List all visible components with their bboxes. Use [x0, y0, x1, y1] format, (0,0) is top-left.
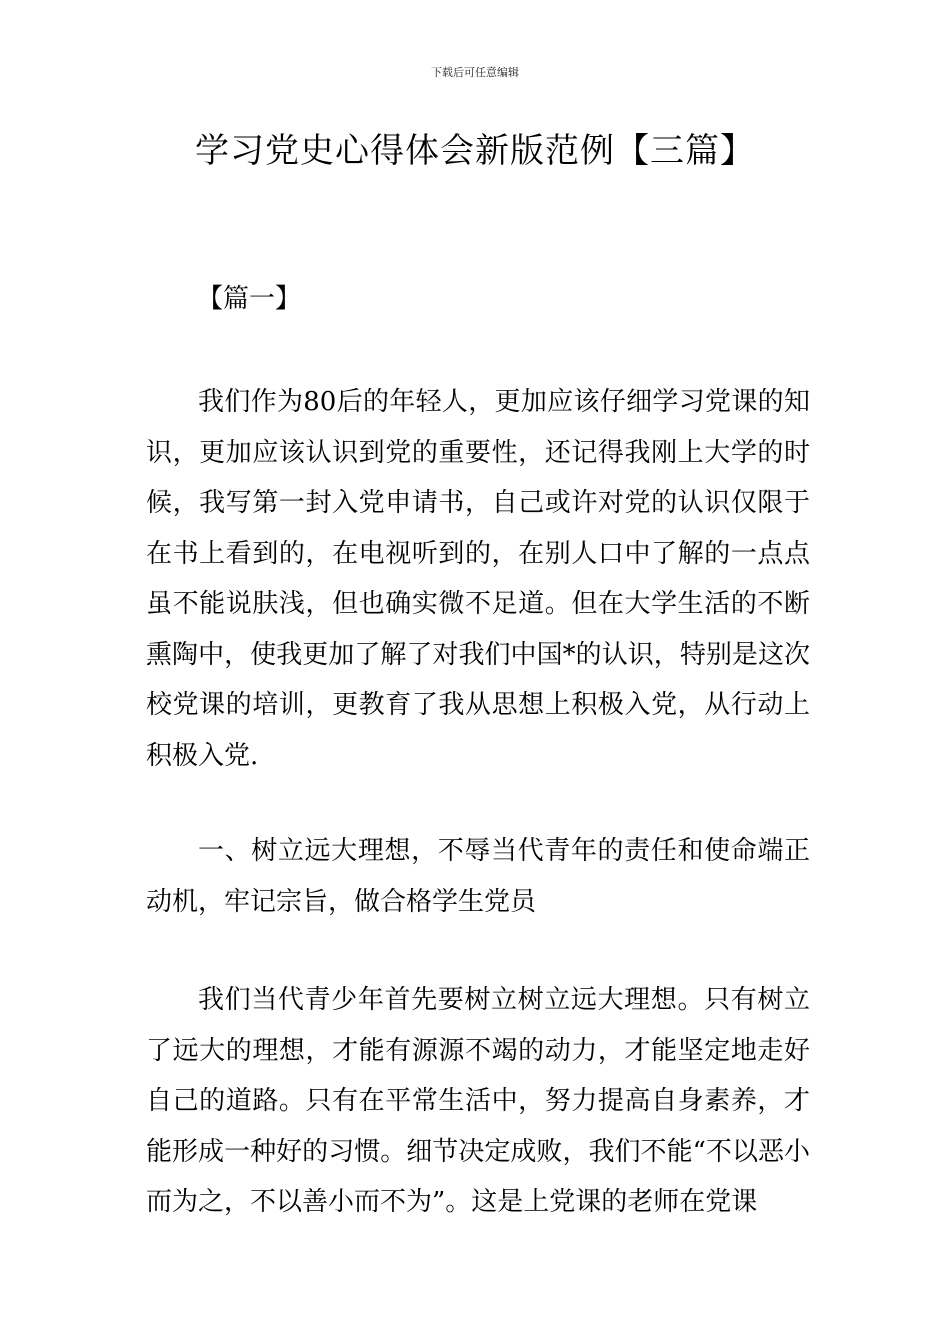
paragraph-heading-one: 一、树立远大理想，不辱当代青年的责任和使命端正动机，牢记宗旨，做合格学生党员 [146, 836, 810, 917]
header-note: 下载后可任意编辑 [431, 66, 519, 79]
paragraph-intro: 我们作为80后的年轻人，更加应该仔细学习党课的知识，更加应该认识到党的重要性，还记得我刚上大学的时候，我写第一封入党申请书，自己或许对党的认识仅限于在书上看到的，在电视听到的，在别人口中了解的一点点虽不能说肤浅，但也确实微不足道。但在大学生活的不断熏陶中，使我更加了解了对我们中国*的认识，特别是这次校党课的培训，更教育了我从思想上积极入党，从行动上积极入党. [146, 387, 810, 771]
page-title: 学习党史心得体会新版范例【三篇】 [195, 131, 755, 171]
paragraph-ideals: 我们当代青少年首先要树立树立远大理想。只有树立了远大的理想，才能有源源不竭的动力，才能坚定地走好自己的道路。只有在平常生活中，努力提高自身素养，才能形成一种好的习惯。细节决定成败，我们不能“不以恶小而为之，不以善小而不为”。这是上党课的老师在党课 [146, 985, 810, 1217]
section-label: 【篇一】 [197, 284, 302, 314]
